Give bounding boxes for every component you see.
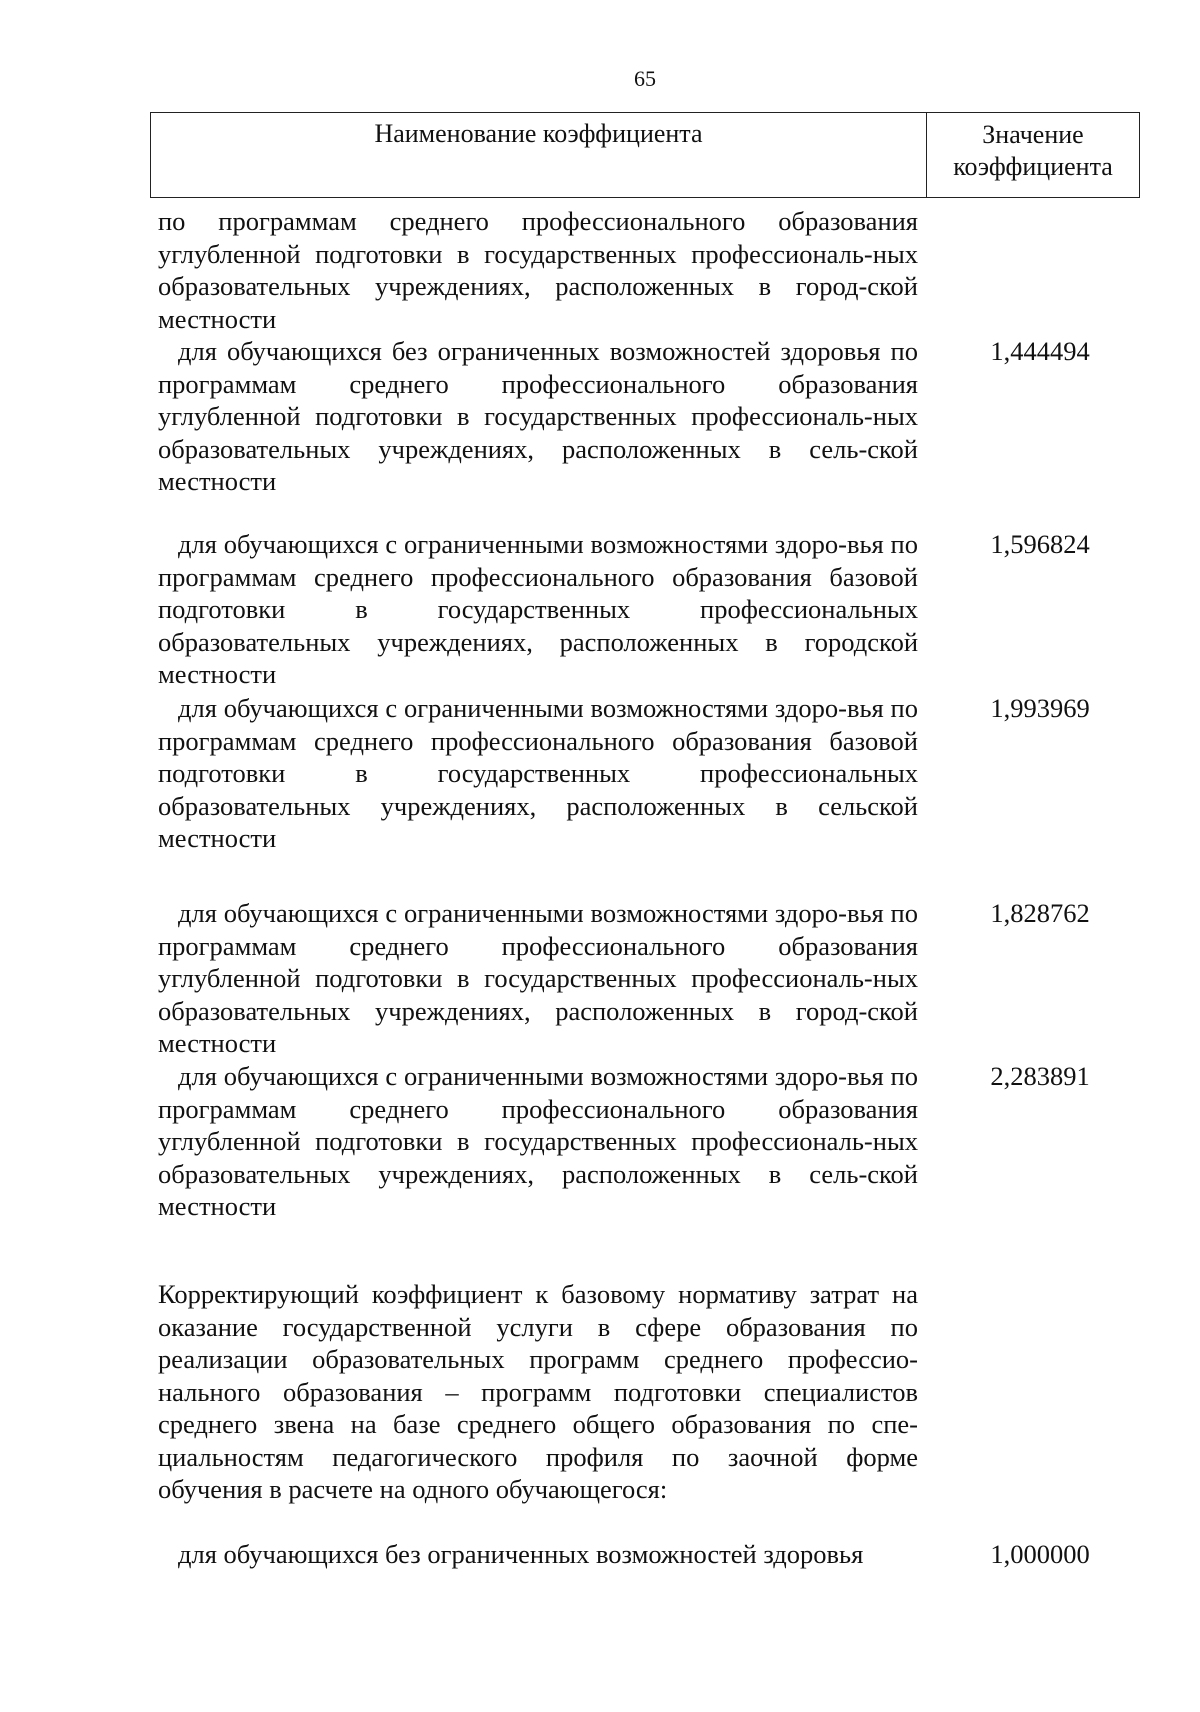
column-header-name: Наименование коэффициента xyxy=(151,113,927,197)
table-header xyxy=(150,112,1140,198)
coefficient-value: 2,283891 xyxy=(990,1061,1090,1091)
coefficient-value: 1,993969 xyxy=(990,693,1090,723)
column-header-value: Значение коэффициента xyxy=(953,120,1113,181)
coefficient-description: для обучающихся с ограниченными возможностями здоро-вья по программам среднего профессионального образования углубленной подготовки в государственных профессиональ-ных образовательных учреждениях, расположенных в сель-ской местности xyxy=(158,1061,918,1221)
corrective-coefficient-heading: Корректирующий коэффициент к базовому нормативу затрат на оказание государственной услуги в сфере образования по реализации образовательных программ среднего профессио-нального образования – программ подготовки специалистов среднего звена на базе среднего общего образования по спе-циальностям педагогического профиля по заочной форме обучения в расчете на одного обучающегося: xyxy=(158,1279,918,1504)
coefficient-value: 1,444494 xyxy=(990,336,1090,366)
coefficient-description: для обучающихся без ограниченных возможностей здоровья xyxy=(178,1539,864,1569)
coefficient-description: для обучающихся с ограниченными возможностями здоро-вья по программам среднего профессионального образования базовой подготовки в государственных профессиональных образовательных учреждениях, расположенных в городской местности xyxy=(158,529,918,689)
coefficient-description: для обучающихся с ограниченными возможностями здоро-вья по программам среднего профессионального образования базовой подготовки в государственных профессиональных образовательных учреждениях, расположенных в сельской местности xyxy=(158,693,918,853)
coefficient-value: 1,596824 xyxy=(990,529,1090,559)
coefficient-value: 1,828762 xyxy=(990,898,1090,928)
coefficient-value: 1,000000 xyxy=(990,1539,1090,1569)
coefficient-description: для обучающихся без ограниченных возможностей здоровья по программам среднего профессионального образования углубленной подготовки в государственных профессиональ-ных образовательных учреждениях, расположенных в сель-ской местности xyxy=(158,336,918,496)
coefficient-description: по программам среднего профессионального образования углубленной подготовки в государственных профессиональ-ных образовательных учреждениях, расположенных в город-ской местности xyxy=(158,206,918,334)
page-number: 65 xyxy=(634,66,656,91)
coefficient-description: для обучающихся с ограниченными возможностями здоро-вья по программам среднего профессионального образования углубленной подготовки в государственных профессиональ-ных образовательных учреждениях, расположенных в город-ской местности xyxy=(158,898,918,1058)
